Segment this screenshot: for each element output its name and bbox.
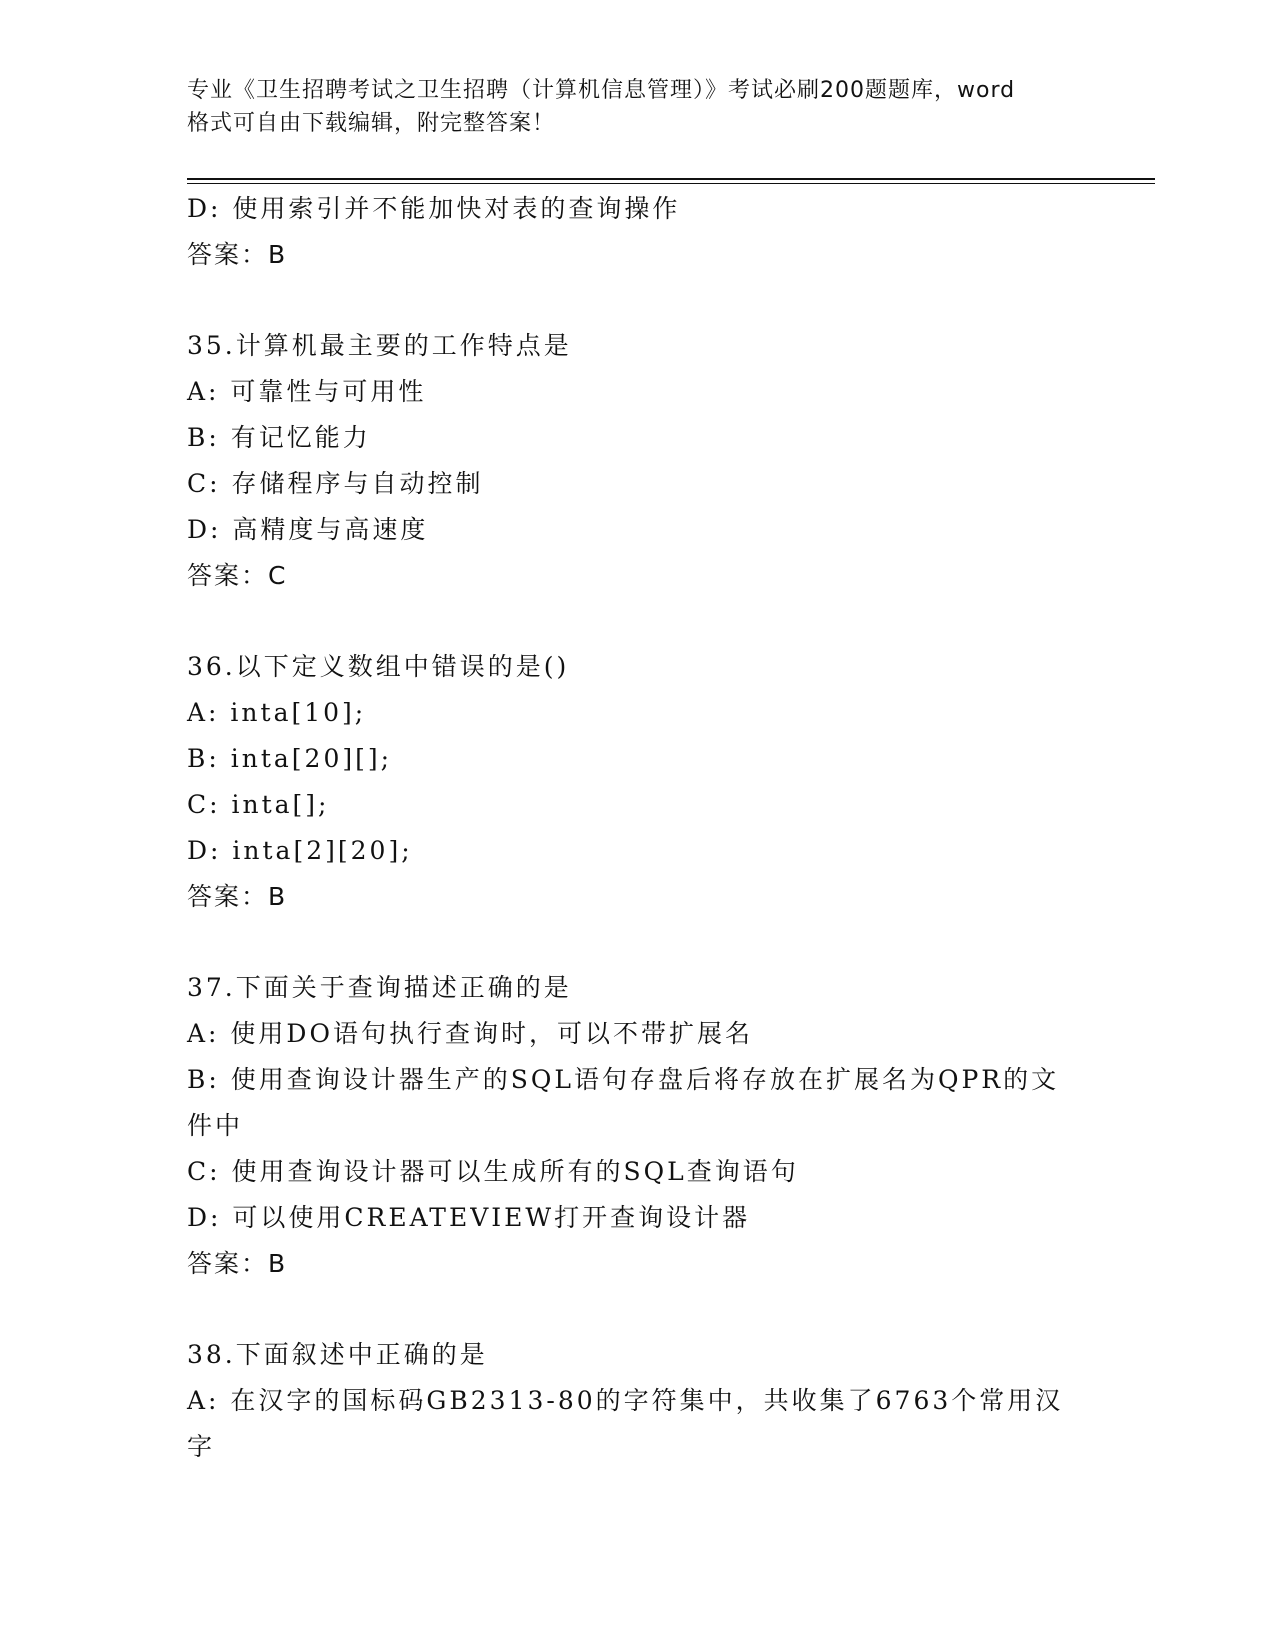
option-d: D: 可以使用CREATEVIEW打开查询设计器 (187, 1203, 751, 1232)
option-b: B: 使用查询设计器生产的SQL语句存盘后将存放在扩展名为QPR的文件中 (187, 1065, 1060, 1140)
question-36 (187, 644, 1087, 920)
option-a: A: 在汉字的国标码GB2313-80的字符集中，共收集了6763个常用汉字 (187, 1386, 1064, 1461)
question-stem: 35.计算机最主要的工作特点是 (187, 331, 572, 360)
question-spacer (187, 920, 1087, 965)
option-c: C: 使用查询设计器可以生成所有的SQL查询语句 (187, 1157, 799, 1186)
option-d: D: 高精度与高速度 (187, 515, 429, 544)
option-a: A: 使用DO语句执行查询时，可以不带扩展名 (187, 1019, 753, 1048)
question-stem: 38.下面叙述中正确的是 (187, 1340, 488, 1369)
question-38 (187, 1332, 1087, 1470)
answer-label: 答案：B (187, 1249, 288, 1278)
question-spacer (187, 599, 1087, 644)
question-list (187, 186, 1087, 1470)
answer-label: 答案：B (187, 240, 288, 269)
option-a: A: inta[10]; (187, 698, 367, 727)
header-title-line-2: 格式可自由下载编辑，附完整答案！ (187, 111, 556, 136)
question-stem: 36.以下定义数组中错误的是() (187, 652, 570, 681)
option-a: A: 可靠性与可用性 (187, 377, 427, 406)
document-header (187, 74, 1087, 140)
option-d: D: 使用索引并不能加快对表的查询操作 (187, 194, 681, 223)
option-b: B: inta[20][]; (187, 744, 393, 773)
header-divider (187, 178, 1155, 184)
option-c: C: 存储程序与自动控制 (187, 469, 484, 498)
question-stem: 37.下面关于查询描述正确的是 (187, 973, 572, 1002)
question-spacer (187, 278, 1087, 323)
answer-label: 答案：C (187, 561, 288, 590)
question-spacer (187, 1287, 1087, 1332)
answer-label: 答案：B (187, 882, 288, 911)
header-title-line-1: 专业《卫生招聘考试之卫生招聘（计算机信息管理）》考试必刷200题题库，word (187, 78, 1016, 103)
question-37 (187, 965, 1087, 1287)
option-b: B: 有记忆能力 (187, 423, 371, 452)
option-c: C: inta[]; (187, 790, 330, 819)
question-35 (187, 323, 1087, 599)
option-d: D: inta[2][20]; (187, 836, 413, 865)
question-34-tail (187, 186, 1087, 278)
